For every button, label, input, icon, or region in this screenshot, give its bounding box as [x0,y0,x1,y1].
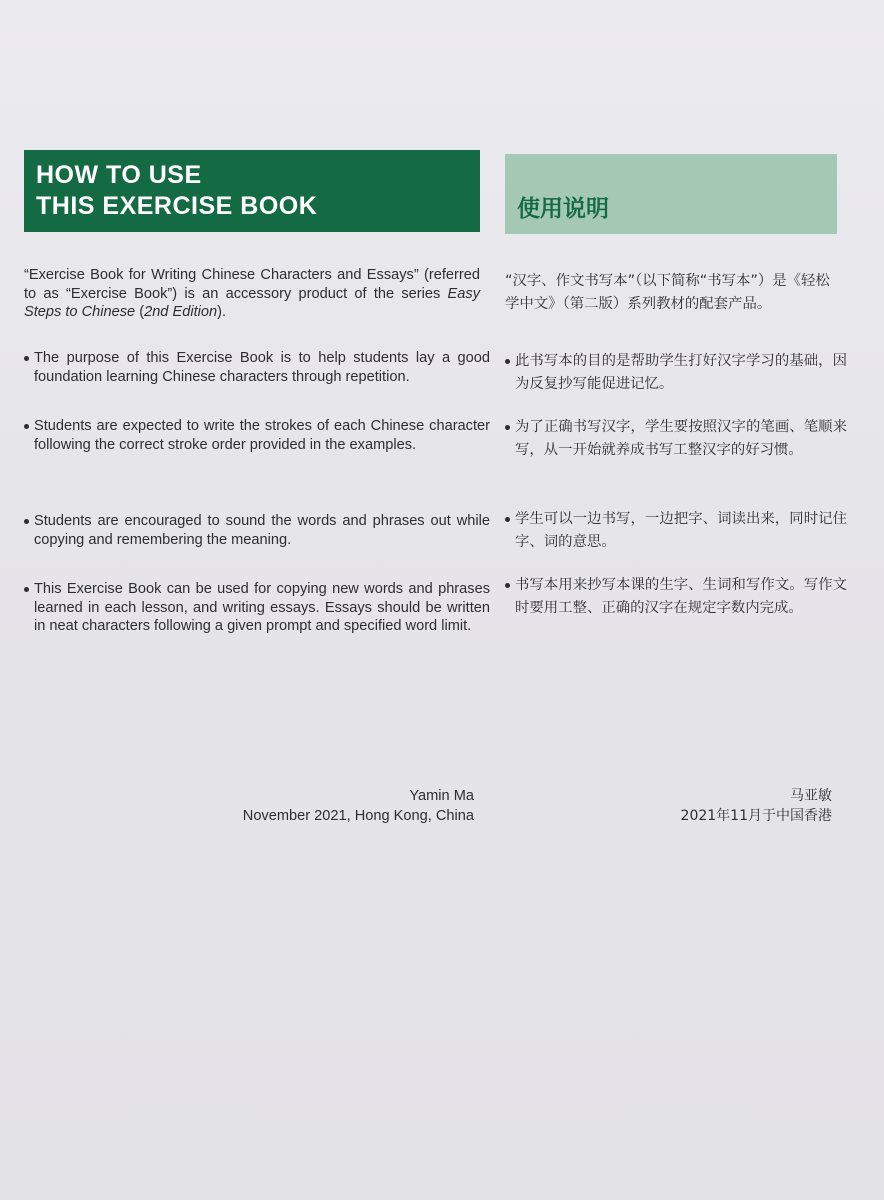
chinese-bullet-item [505,574,847,619]
chinese-bullet-text: 此书写本的目的是帮助学生打好汉字学习的基础，因为反复抄写能促进记忆。 [515,353,847,392]
english-date-place: November 2021, Hong Kong, China [242,808,474,824]
series-edition: 2nd Edition [144,304,218,320]
chinese-bullet-text: 书写本用来抄写本课的生字、生词和写作文。写作文时要用工整、正确的汉字在规定字数内完成。 [515,577,847,616]
english-title-banner [24,150,480,232]
chinese-bullet-text: 为了正确书写汉字，学生要按照汉字的笔画、笔顺来写，从一开始就养成书写工整汉字的好习惯。 [515,419,847,458]
english-bullet-item [24,349,490,386]
english-author: Yamin Ma [409,788,474,804]
english-column [24,266,490,634]
chinese-signature [560,786,832,826]
chinese-column [505,270,847,616]
chinese-title: 使用说明 [517,196,609,222]
chinese-author: 马亚敏 [790,788,832,804]
english-title-line1: HOW TO USE [36,161,202,189]
bullet-dot-icon [505,359,510,364]
english-intro-text: ). [217,304,227,320]
chinese-date-place: 2021年11月于中国香港 [680,808,832,824]
english-intro-text: ( [135,304,145,320]
english-bullet-text: Students are expected to write the strokes of each Chinese character following the correct stroke order provided in the examples. [34,418,490,453]
english-bullet-item [24,512,490,549]
english-bullet-text: This Exercise Book can be used for copying new words and phrases learned in each lesson, and writing essays. Essays should be written in neat characters following a given prompt and specified word limit. [34,581,490,634]
series-name: Easy Steps to Chinese [24,285,480,320]
english-bullet-text: The purpose of this Exercise Book is to help students lay a good foundation learning Chinese characters through repetition. [34,350,490,385]
english-bullet-item [24,417,490,454]
english-intro-text: “Exercise Book for Writing Chinese Characters and Essays” (referred to as “Exercise Book”) is an accessory product of the series [24,267,480,302]
chinese-bullet-item [505,350,847,395]
english-bullet-item [24,580,490,636]
english-bullet-text: Students are encouraged to sound the words and phrases out while copying and remembering the meaning. [34,513,490,548]
bullet-dot-icon [24,519,29,524]
chinese-bullet-item [505,508,847,553]
bullet-dot-icon [24,356,29,361]
bullet-dot-icon [505,425,510,430]
chinese-bullet-text: 学生可以一边书写，一边把字、词读出来，同时记住字、词的意思。 [515,511,847,550]
chinese-title-banner [505,154,837,234]
bullet-dot-icon [24,424,29,429]
chinese-bullet-item [505,416,847,461]
english-intro-paragraph [24,266,480,322]
bullet-dot-icon [505,517,510,522]
english-title-line2: THIS EXERCISE BOOK [36,192,318,220]
bullet-dot-icon [505,583,510,588]
chinese-intro-paragraph: “汉字、作文书写本”（以下简称“书写本”）是《轻松学中文》（第二版）系列教材的配套产品。 [505,273,830,312]
bullet-dot-icon [24,587,29,592]
english-signature [200,786,474,826]
